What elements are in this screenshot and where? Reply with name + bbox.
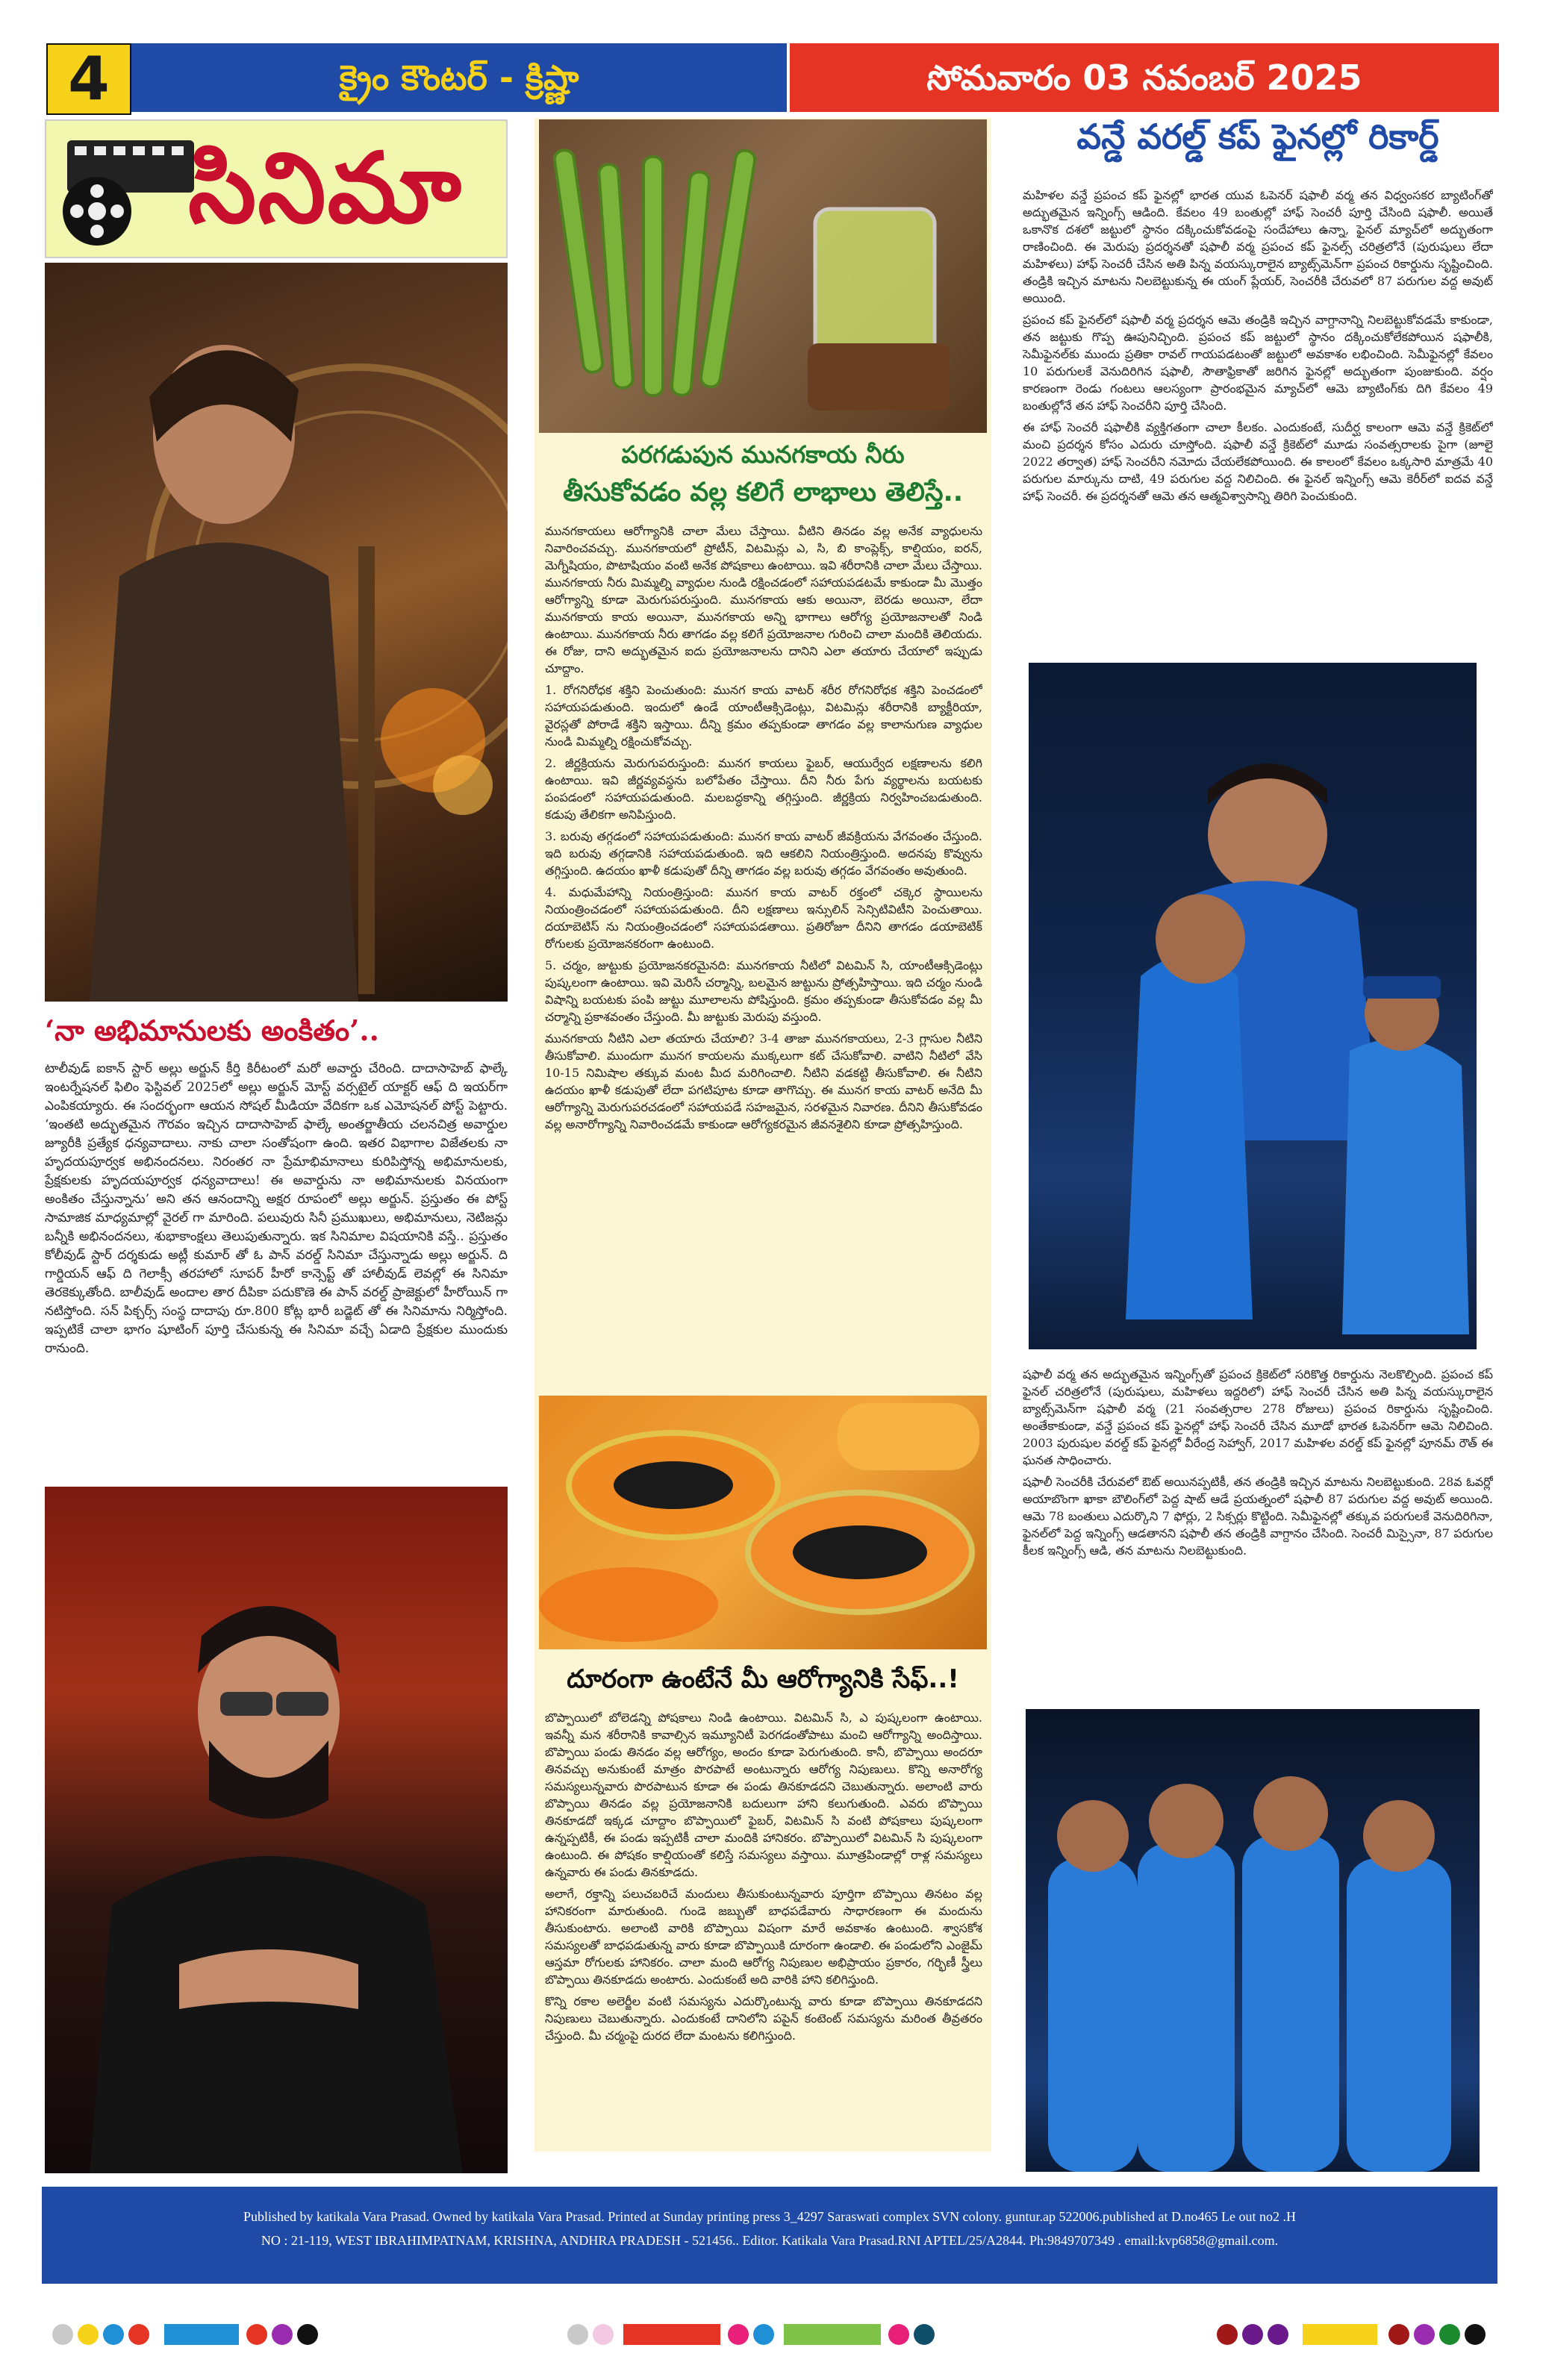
- health1-paragraph: మునగకాయ నీటిని ఎలా తయారు చేయాలి? 3-4 తాజా మునగకాయలు, 2-3 గ్లాసుల నీటిని తీసుకోవాలి. ముందుగా మునగ కాయలను ముక్కలుగా కట్ చేసుకోవాలి. వాటిని నీటిలో వేసి 10-15 నిమిషాల తక్కువ మంట మీద మరిగించాలి. నీటిని వడకట్టి తీసుకోవాలి. ఈ నీటిని ఉదయం ఖాళీ కడుపుతో లేదా పగటిపూట కూడా తాగొచ్చు. ఈ మునగ కాయ వాటర్ అనేది మీ ఆరోగ్యాన్ని మెరుగుపరచడంలో సహాయపడే సహజమైన, సరళమైన నివారణ. దీనిని తీసుకోవడం వల్ల అనారోగ్యాన్ని నివారించడమే కాకుండా ఆరోగ్యకరమైన జీవనశైలిని కూడా ప్రోత్సహిస్తుంది.: [545, 1031, 982, 1131]
- issue-date: సోమవారం 03 నవంబర్ 2025: [790, 43, 1499, 112]
- color-mark: [128, 2324, 149, 2345]
- color-mark: [1439, 2324, 1460, 2345]
- imprint-line-1: Published by katikala Vara Prasad. Owned by katikala Vara Prasad. Printed at Sunday printing press 3_4297 Saraswati complex SVN colony. guntur.ap 522006.published at D.no465 Le out no2 .H: [243, 2209, 1296, 2224]
- color-mark: [1465, 2324, 1486, 2345]
- color-mark: [1414, 2324, 1435, 2345]
- cinema-headline: ‘నా అభిమానులకు అంకితం’..: [45, 1013, 379, 1047]
- sports-paragraph: ప్రపంచ కప్ ఫైనల్‌లో షఫాలీ వర్మ ప్రదర్శన ఆమె తండ్రికి ఇచ్చిన వాగ్దానాన్ని నిలబెట్టుకోవడమే కాకుండా, తన జట్టుకు గొప్ప ఊపునిచ్చింది. ప్రపంచ కప్ జట్టులో స్థానం దక్కించుకోలేకపోయిన షఫాలీకి, సెమీఫైనల్‌కు ముందు ప్రతికా రావల్ గాయపడటంతో జట్టులో అవకాశం లభించింది. సెమీఫైనల్లో కేవలం 10 పరుగులకే వెనుదిరిగిన షఫాలీ, సౌతాఫ్రికాతో జరిగిన ఫైనల్లో అద్భుతంగా పుంజుకుంది. వర్షం కారణంగా రెండు గంటలు ఆలస్యంగా ప్రారంభమైన మ్యాచ్‌లో ఆమె బ్యాటింగ్‌కు దిగి కేవలం 49 బంతుల్లోనే తన హాఫ్ సెంచరీని పూర్తి చేసింది.: [1023, 313, 1493, 413]
- color-mark: [297, 2324, 318, 2345]
- color-bar: [1303, 2324, 1377, 2345]
- imprint-footer: [42, 2187, 1497, 2284]
- health2-paragraph: బొప్పాయిలో బోలెడన్ని పోషకాలు నిండి ఉంటాయి. విటమిన్ సి, ఎ పుష్కలంగా ఉంటాయి. ఇవన్నీ మన శరీరానికి కావాల్సిన ఇమ్యూనిటీ పెరగడంతోపాటు మంచి ఆరోగ్యాన్ని అందిస్తాయి. బొప్పాయి పండు తినడం వల్ల ఆరోగ్యం, అందం కూడా పెరుగుతుంది. కానీ, బొప్పాయి అందరూ తినవచ్చు అనుకుంటే మాత్రం పొరపాటే అంటున్నారు ఆరోగ్య నిపుణులు. కొన్ని అనారోగ్య సమస్యలున్నవారు పొరపాటున కూడా ఈ పండు తినకూడదని చెబుతున్నారు. అలాంటి వారు బొప్పాయి తినడం వల్ల ప్రయోజనానికి బదులుగా హాని కలుగుతుంది. ఎవరు బొప్పాయి తినకూడదో ఇక్కడ చూద్దాం బొప్పాయిలో ఫైబర్, విటమిన్ సి వంటి పోషకాలు పుష్కలంగా ఉన్నప్పటికీ, ఈ పండు ఇప్పటికీ చాలా మందికి హానికరం. బొప్పాయిలో విటమిన్ సి పుష్కలంగా ఉంటుంది. ఈ పోషకం కాల్షియంతో కలిస్తే సమస్యలు వస్తాయి. మూత్రపిండాల్లో రాళ్ల సమస్యలు ఉన్నవారు ఈ పండు తినకూడదు.: [545, 1711, 982, 1879]
- color-mark: [914, 2324, 935, 2345]
- color-bar: [623, 2324, 720, 2345]
- color-mark: [593, 2324, 614, 2345]
- movie-poster-photo: [45, 263, 508, 1002]
- health1-paragraph: 4. మధుమేహాన్ని నియంత్రిస్తుంది: మునగ కాయ వాటర్ రక్తంలో చక్కెర స్థాయిలను నియంత్రించడంలో సహాయపడుతుంది. దీని లక్షణాలు ఇన్సులిన్ సెన్సిటివిటీని పెంచుతాయి. దయాబెటిస్ ను నియంత్రించడంలో సహాయపడతాయి. ప్రతిరోజూ దీనిని తాగడం డయాబెటిక్ రోగులకు ప్రయోజనకరంగా ఉంటుంది.: [545, 885, 982, 951]
- color-bar: [784, 2324, 881, 2345]
- drumstick-water-photo: [539, 119, 987, 433]
- health1-paragraph: 2. జీర్ణక్రియను మెరుగుపరుస్తుంది: మునగ కాయలు ఫైబర్, ఆయుర్వేద లక్షణాలను కలిగి ఉంటాయి. ఇవి జీర్ణవ్యవస్థను బలోపేతం చేస్తాయి. దీని నీరు పేగు వ్యర్థాలను బయటకు పంపడంలో సహాయపడుతుంది. మలబద్ధకాన్ని తగ్గిస్తుంది. జీర్ణక్రియ నిర్వహించబడుతుంది. కడుపు తేలికగా అనిపిస్తుంది.: [545, 756, 982, 822]
- sports-article-2: [1023, 1366, 1493, 1679]
- health-article-2: [545, 1709, 982, 2157]
- film-reel-icon: [52, 125, 202, 252]
- health1-paragraph: 5. చర్మం, జుట్టుకు ప్రయోజనకరమైనది: మునగకాయ నీటిలో విటమిన్ సి, యాంటీఆక్సిడెంట్లు పుష్కలంగా ఉంటాయి. ఇవి మెరిసే చర్మాన్ని, బలమైన జుట్టును ప్రోత్సహిస్తాయి. ఇది చర్మం నుండి విషాన్ని బయటకు పంపి జుట్టు మూలాలను పోషిస్తుంది. క్రమం తప్పకుండా తీసుకోవడం వల్ల మీ చర్మాన్ని ప్రకాశవంతం చేస్తుంది. మీ జుట్టుకు మెరుపు వస్తుంది.: [545, 958, 982, 1024]
- health-headline-2: దూరంగా ఉంటేనే మీ ఆరోగ్యానికి సేఫ్..!: [567, 1664, 959, 1694]
- color-mark: [753, 2324, 774, 2345]
- team-huddle-photo: [1026, 1709, 1480, 2172]
- color-mark: [888, 2324, 909, 2345]
- cricket-celebration-photo: [1029, 663, 1477, 1349]
- color-mark: [103, 2324, 124, 2345]
- sports-paragraph: మహిళల వన్డే ప్రపంచ కప్ ఫైనల్లో భారత యువ ఓపెనర్ షఫాలీ వర్మ తన విధ్వంసకర బ్యాటింగ్‌తో అద్భుతమైన ఇన్నింగ్స్ ఆడింది. కేవలం 49 బంతుల్లో హాఫ్ సెంచరీ పూర్తి చేసింది షఫాలీ. అయితే ఒకానొక దశలో జట్టులో స్థానం దక్కించుకోవడంపై సందేహాలు ఉన్నా, ఫైనల్ మ్యాచ్‌లో అద్భుతంగా రాణించింది. ఈ మెరుపు ప్రదర్శనతో షఫాలీ వర్మ ప్రపంచ కప్ ఫైనల్స్ చరిత్రలోనే (పురుషులు లేదా మహిళలు) హాఫ్ సెంచరీ చేసిన అతి పిన్న వయస్కురాలైన బ్యాట్స్‌మెన్‌గా ప్రపంచ రికార్డును సృష్టించింది. తండ్రికి ఇచ్చిన మాటను నిలబెట్టుకున్న ఈ యంగ్ ప్లేయర్, సెంచరీకి చేరువలో 87 పరుగుల వద్ద అవుట్ అయింది.: [1023, 188, 1493, 305]
- page-number: 4: [46, 43, 131, 115]
- cinema-paragraph: టాలీవుడ్ ఐకాన్ స్టార్ అల్లు అర్జున్ కీర్తి కిరీటంలో మరో అవార్డు చేరింది. దాదాసాహెబ్ ఫాల్కే ఇంటర్నేషనల్ ఫిలిం ఫెస్టివల్ 2025లో అల్లు అర్జున్ మోస్ట్ వర్సటైల్ యాక్టర్ ఆఫ్ ది ఇయర్‌గా ఎంపికయ్యారు. ఈ సందర్భంగా ఆయన సోషల్ మీడియా వేదికగా ఒక ఎమోషనల్ పోస్ట్ పెట్టారు. ‘ఇంతటి అద్భుతమైన గౌరవం ఇచ్చిన దాదాసాహెబ్ ఫాల్కే అంతర్జాతీయ చలనచిత్ర అవార్డుల జ్యూరీకి ప్రత్యేక ధన్యవాదాలు. నాకు చాలా సంతోషంగా ఉంది. ఇతర విభాగాల విజేతలకు నా హృదయపూర్వక అభినందనలు. నిరంతర నా ప్రేమాభిమానాలు కురిపిస్తోన్న అభిమానులకు, ప్రేక్షకులకు హృదయపూర్వక ధన్యవాదాలు! ఈ అవార్డును నా అభిమానులకు వినయంగా అంకితం చేస్తున్నాను’ అని తన ఆనందాన్ని అక్షర రూపంలో అల్లు అర్జున్. ప్రస్తుతం ఈ పోస్ట్ సామాజిక మాధ్యమాల్లో వైరల్ గా మారింది. పలువురు సినీ ప్రముఖులు, అభిమానులు, నెటిజన్లు బన్నీకి అభినందనలు, శుభాకాంక్షలు తెలుపుతున్నారు. ఇక సినిమాల విషయానికి వస్తే.. ప్రస్తుతం కోలీవుడ్ స్టార్ దర్శకుడు అట్లీ కుమార్ తో ఓ పాన్ వరల్డ్ సినిమా చేస్తున్నాడు అల్లు అర్జున్. ది గార్డియన్ ఆఫ్ ది గెలాక్సీ తరహాలో సూపర్ హీరో కాన్సెప్ట్ తో హాలీవుడ్ లెవల్లో ఈ సినిమా తెరకెక్కుతోంది. బాలీవుడ్ అందాల తార దీపికా పదుకొణె ఈ పాన్ వరల్డ్ ప్రాజెక్టులో హీరోయిన్ గా నటిస్తోంది. సన్ పిక్చర్స్ సంస్థ దాదాపు రూ.800 కోట్ల భారీ బడ్జెట్ తో ఈ సినిమాను నిర్మిస్తోంది. ఇప్పటికే చాలా భాగం షూటింగ్ పూర్తి చేసుకున్న ఈ సినిమా వచ్చే ఏడాది ప్రేక్షకుల ముందుకు రానుంది.: [45, 1061, 508, 1356]
- health-headline-1a: పరగడుపున మునగకాయ నీరు: [621, 440, 905, 469]
- sports-paragraph: షఫాలీ సెంచరీకి చేరువలో ఔట్ అయినప్పటికీ, తన తండ్రికి ఇచ్చిన మాటను నిలబెట్టుకుంది. 28వ ఓవర్లో అయాబొంగా ఖాకా బౌలింగ్‌లో పెద్ద షాట్ ఆడే ప్రయత్నంలో షఫాలీ 87 పరుగుల వద్ద అవుట్ అయింది. ఆమె 78 బంతులు ఎదుర్కొని 7 ఫోర్లు, 2 సిక్సర్లు కొట్టింది. సెమీఫైనల్లో తక్కువ పరుగులకే వెనుదిరిగినా, ఫైనల్‌లో పెద్ద ఇన్నింగ్స్ ఆడతానని షఫాలీ తన తండ్రికి వాగ్దానం చేసింది. సెంచరీ మిస్సైనా, 87 పరుగుల కీలక ఇన్నింగ్స్ ఆడి, తన మాటను నిలబెట్టుకుంది.: [1023, 1475, 1493, 1558]
- imprint-line-2: NO : 21-119, WEST IBRAHIMPATNAM, KRISHNA, ANDHRA PRADESH - 521456.. Editor. Katikala Vara Prasad.RNI APTEL/25/A2844. Ph:9849707349 . email:kvp6858@gmail.com.: [261, 2233, 1279, 2248]
- color-bar: [164, 2324, 239, 2345]
- health-headline-1b: తీసుకోవడం వల్ల కలిగే లాభాలు తెలిస్తే..: [562, 478, 964, 507]
- health1-paragraph: 3. బరువు తగ్గడంలో సహాయపడుతుంది: మునగ కాయ వాటర్ జీవక్రియను వేగవంతం చేస్తుంది. ఇది బరువు తగ్గడానికి సహాయపడుతుంది. ఇది ఆకలిని నియంత్రిస్తుంది. అదనపు కొవ్వును తగ్గిస్తుంది. ఉదయం ఖాళీ కడుపుతో దీన్ని తాగడం వల్ల బరువు తగ్గడం వేగవంతం అవుతుంది.: [545, 829, 982, 878]
- cinema-article: [45, 1060, 508, 1478]
- color-mark: [567, 2324, 588, 2345]
- sports-article-1: [1023, 187, 1493, 642]
- color-mark: [728, 2324, 749, 2345]
- papaya-photo: [539, 1396, 987, 1649]
- sports-headline: వన్డే వరల్డ్ కప్ ఫైనల్లో రికార్డ్: [1076, 116, 1439, 157]
- cinema-section-logo: [45, 119, 508, 258]
- section-logo-text: సినిమా: [188, 131, 463, 245]
- color-mark: [272, 2324, 293, 2345]
- color-mark: [1217, 2324, 1238, 2345]
- health-article-1: [545, 522, 982, 1388]
- color-mark: [1388, 2324, 1409, 2345]
- health1-paragraph: మునగకాయలు ఆరోగ్యానికి చాలా మేలు చేస్తాయి. వీటిని తినడం వల్ల అనేక వ్యాధులను నివారించవచ్చు. మునగకాయలో ప్రోటీన్, విటమిన్లు ఎ, సి, బి కాంప్లెక్స్, కాల్షియం, ఐరన్, మెగ్నీషియం, పొటాషియం వంటి అనేక పోషకాలు ఉంటాయి. ఇవి శరీరానికి చాలా మేలు చేస్తాయి. మునగకాయ నీరు మిమ్మల్ని వ్యాధుల నుండి రక్షించడంలో సహాయపడటమే కాకుండా మీ మొత్తం ఆరోగ్యాన్ని కూడా మెరుగుపరుస్తుంది. మునగకాయ ఆకు అయినా, బెరడు అయినా, లేదా మునగకాయ కాయ అయినా, మునగకాయ అన్ని భాగాలు ఆరోగ్య ప్రయోజనాలతో నిండి ఉంటాయి. మునగకాయ నీరు తాగడం వల్ల కలిగే ప్రయోజనాల గురించి చాలా మందికి తెలియదు. ఈ రోజు, దాని అద్భుతమైన ఐదు ప్రయోజనాలను దానిని ఎలా తయారు చేయాలో ఇప్పుడు చూద్దాం.: [545, 524, 982, 675]
- color-mark: [1242, 2324, 1263, 2345]
- sports-paragraph: ఈ హాఫ్ సెంచరీ షఫాలీకి వ్యక్తిగతంగా చాలా కీలకం. ఎందుకంటే, సుదీర్ఘ కాలంగా ఆమె వన్డే క్రికెట్‌లో మంచి ప్రదర్శన కోసం ఎదురు చూస్తోంది. షఫాలీ వన్డే క్రికెట్‌లో మూడు సంవత్సరాలకు పైగా (జూలై 2022 తర్వాత) హాఫ్ సెంచరీని నమోదు చేయలేకపోయింది. ఈ కాలంలో కేవలం ఒక్కసారి మాత్రమే 40 పరుగుల మార్కును దాటి, 49 పరుగుల వద్ద నిలిచింది. ఈ ఫైనల్ ఇన్నింగ్స్ ఆమె కెరీర్‌లో ఐదవ వన్డే హాఫ్ సెంచరీ. ఈ ప్రదర్శనతో ఆమె తన ఆత్మవిశ్వాసాన్ని తిరిగి పెంచుకుంది.: [1023, 420, 1493, 503]
- edition-title: క్రైం కౌంటర్ - క్రిష్ణా: [131, 43, 787, 112]
- health2-paragraph: అలాగే, రక్తాన్ని పలుచబరిచే మందులు తీసుకుంటున్నవారు పూర్తిగా బొప్పాయి తినటం వల్ల హానికరంగా మారుతుంది. గుండె జబ్బుతో బాధపడేవారు సాధారణంగా ఈ మందును తీసుకుంటారు. అలాంటి వారికి బొప్పాయి విషంగా మారే అవకాశం ఉంటుంది. శ్వాసకోశ సమస్యలతో బాధపడుతున్న వారు కూడా బొప్పాయికి దూరంగా ఉండాలి. ఈ పండులోని ఎంజైమ్ ఆస్తమా రోగులకు హానికరం. చాలా మంది ఆరోగ్య నిపుణుల అభిప్రాయం ప్రకారం, గర్భిణీ స్త్రీలు బొప్పాయి తినకూడదు అంటారు. ఎందుకంటే అది వారికి హాని కలిగిస్తుంది.: [545, 1887, 982, 1987]
- color-mark: [1268, 2324, 1288, 2345]
- health2-paragraph: కొన్ని రకాల అలెర్జీల వంటి సమస్యను ఎదుర్కొంటున్న వారు కూడా బొప్పాయి తినకూడదని నిపుణులు చెబుతున్నారు. ఎందుకంటే దానిలోని పపైన్ కంటెంట్ సమస్యను మరింత తీవ్రతరం చేస్తుంది. మీ చర్మంపై దురద లేదా మంటను కలిగిస్తుంది.: [545, 1994, 982, 2043]
- color-mark: [52, 2324, 73, 2345]
- actor-photo: [45, 1487, 508, 2173]
- color-mark: [78, 2324, 99, 2345]
- color-mark: [246, 2324, 267, 2345]
- health1-paragraph: 1. రోగనిరోధక శక్తిని పెంచుతుంది: మునగ కాయ వాటర్ శరీర రోగనిరోధక శక్తిని పెంచడంలో సహాయపడుతుంది. ఇందులో ఉండే యాంటీఆక్సిడెంట్లు, విటమిన్లు శరీరానికి బ్యాక్టీరియా, వైరస్లతో పోరాడే శక్తిని ఇస్తాయి. దీన్ని క్రమం తప్పకుండా తాగడం వల్ల కాలానుగుణ వ్యాధుల నుండి మిమ్మల్ని రక్షించుకోవచ్చు.: [545, 683, 982, 749]
- sports-paragraph: షఫాలీ వర్మ తన అద్భుతమైన ఇన్నింగ్స్‌తో ప్రపంచ క్రికెట్‌లో సరికొత్త రికార్డును నెలకొల్పింది. ప్రపంచ కప్ ఫైనల్ చరిత్రలోనే (పురుషులు, మహిళలు ఇద్దరిలో) హాఫ్ సెంచరీ చేసిన అతి పిన్న వయస్కురాలైన బ్యాట్స్‌మెన్‌గా షఫాలీ వర్మ (21 సంవత్సరాల 278 రోజులు) ప్రపంచ రికార్డును సృష్టించింది. అంతేకాకుండా, వన్డే ప్రపంచ కప్ ఫైనల్లో హాఫ్ సెంచరీ చేసిన మూడో భారత ఓపెనర్‌గా ఆమె నిలిచింది. 2003 పురుషుల వరల్డ్ కప్ ఫైనల్లో వీరేంద్ర సెహ్వాగ్, 2017 మహిళల వరల్డ్ కప్ ఫైనల్లో పూనమ్ రౌత్ ఈ ఘనత సాధించారు.: [1023, 1367, 1493, 1467]
